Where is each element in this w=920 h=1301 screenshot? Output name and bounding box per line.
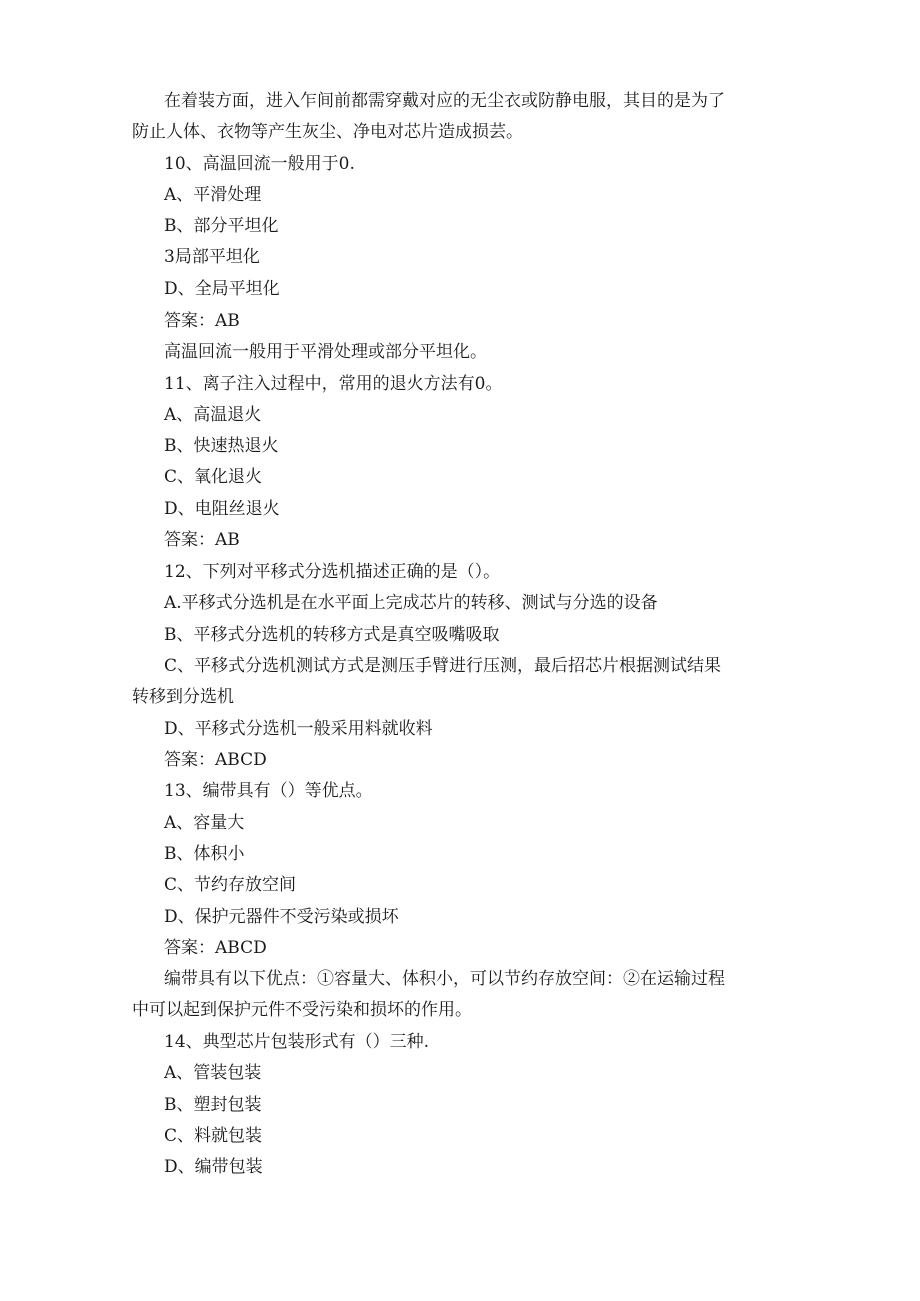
option-line: A、平滑处理 xyxy=(164,185,262,205)
question-12: 12、下列对平移式分选机描述正确的是（）。 xyxy=(164,562,501,582)
option-line: A、高温退火 xyxy=(164,405,262,425)
option-line: C、氧化退火 xyxy=(164,467,263,487)
option-line: B、快速热退火 xyxy=(164,436,279,456)
question-13: 13、编带具有（）等优点。 xyxy=(164,781,373,801)
explanation-line: 高温回流一般用于平滑处理或部分平坦化。 xyxy=(164,342,487,362)
option-line: D、保护元器件不受污染或损坏 xyxy=(164,907,399,927)
option-line: D、平移式分选机一般采用料就收料 xyxy=(164,719,433,739)
option-line: C、料就包装 xyxy=(164,1126,263,1146)
paragraph-line: 防止人体、衣物等产生灰尘、净电对芯片造成损芸。 xyxy=(132,122,523,142)
option-line: A、管装包装 xyxy=(164,1063,262,1083)
paragraph-line: 在着装方面，进入乍间前都需穿戴对应的无尘衣或防静电服，其目的是为了 xyxy=(164,91,725,111)
option-line: B、体积小 xyxy=(164,844,245,864)
answer-line: 答案：AB xyxy=(164,311,240,331)
answer-line: 答案：ABCD xyxy=(164,938,267,958)
option-line: A、容量大 xyxy=(164,813,245,833)
option-line: 3局部平坦化 xyxy=(164,247,260,267)
answer-line: 答案：ABCD xyxy=(164,750,267,770)
option-line: C、平移式分选机测试方式是测压手臂进行压测，最后招芯片根据测试结果 xyxy=(164,656,722,676)
question-10: 10、高温回流一般用于0. xyxy=(164,154,355,174)
option-line: D、编带包装 xyxy=(164,1157,263,1177)
explanation-line: 编带具有以下优点：①容量大、体积小，可以节约存放空间：②在运输过程 xyxy=(164,969,725,989)
option-line: B、平移式分选机的转移方式是真空吸嘴吸取 xyxy=(164,625,500,645)
option-line: 转移到分选机 xyxy=(132,687,234,707)
option-line: C、节约存放空间 xyxy=(164,875,297,895)
option-line: A.平移式分选机是在水平面上完成芯片的转移、测试与分选的设备 xyxy=(164,593,658,613)
question-11: 11、离子注入过程中，常用的退火方法有0。 xyxy=(164,374,503,394)
answer-line: 答案：AB xyxy=(164,530,240,550)
option-line: D、全局平坦化 xyxy=(164,279,280,299)
option-line: D、电阻丝退火 xyxy=(164,499,280,519)
option-line: B、塑封包装 xyxy=(164,1095,262,1115)
option-line: B、部分平坦化 xyxy=(164,216,279,236)
question-14: 14、典型芯片包装形式有（）三种. xyxy=(164,1032,430,1052)
explanation-line: 中可以起到保护元件不受污染和损坏的作用。 xyxy=(132,1000,472,1020)
